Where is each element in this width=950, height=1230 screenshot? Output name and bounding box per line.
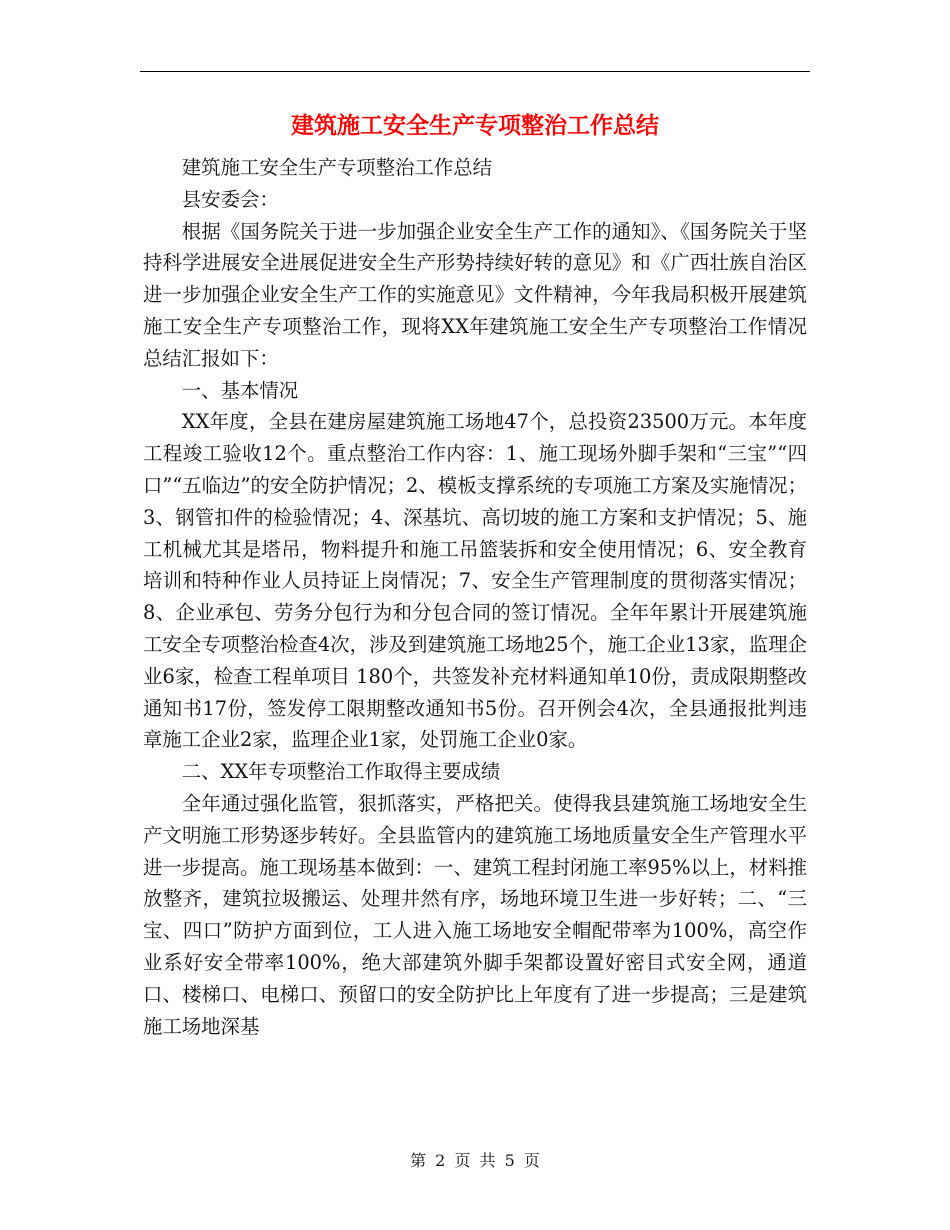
paragraph-intro: 根据《国务院关于进一步加强企业安全生产工作的通知》、《国务院关于坚持科学进展安全进展促进安全生产形势持续好转的意见》和《广西壮族自治区进一步加强企业安全生产工作的实施意见》文件精神，今年我局积极开展建筑施工安全生产专项整治工作，现将XX年建筑施工安全生产专项整治工作情况总结汇报如下： <box>143 219 807 370</box>
document-body <box>143 152 807 1042</box>
page-number-footer: 第 2 页 共 5 页 <box>410 1151 540 1170</box>
header-rule <box>140 71 810 72</box>
paragraph-basic-situation: XX年度，全县在建房屋建筑施工场地47个，总投资23500万元。本年度工程竣工验收12个。重点整治工作内容：1、施工现场外脚手架和“三宝”“四口”“五临边”的安全防护情况；2、模板支撑系统的专项施工方案及实施情况；3、钢管扣件的检验情况；4、深基坑、高切坡的施工方案和支护情况；5、施工机械尤其是塔吊，物料提升和施工吊篮装拆和安全使用情况；6、安全教育培训和特种作业人员持证上岗情况；7、安全生产管理制度的贯彻落实情况；8、企业承包、劳务分包行为和分包合同的签订情况。全年年累计开展建筑施工安全专项整治检查4次，涉及到建筑施工场地25个，施工企业13家，监理企业6家，检查工程单项目 180个，共签发补充材料通知单10份，责成限期整改通知书17份，签发停工限期整改通知书5份。召开例会4次，全县通报批判违章施工企业2家，监理企业1家，处罚施工企业0家。 <box>143 410 807 752</box>
paragraph-achievements: 全年通过强化监管，狠抓落实，严格把关。使得我县建筑施工场地安全生产文明施工形势逐步转好。全县监管内的建筑施工场地质量安全生产管理水平进一步提高。施工现场基本做到：一、建筑工程封闭施工率95%以上，材料推放整齐，建筑拉圾搬运、处理井然有序，场地环境卫生进一步好转；二、“三宝、四口”防护方面到位，工人进入施工场地安全帽配带率为100%，高空作业系好安全带率100%，绝大部建筑外脚手架都设置好密目式安全网，通道口、楼梯口、电梯口、预留口的安全防护比上年度有了进一步提高；三是建筑施工场地深基 <box>143 791 807 1038</box>
document-title: 建筑施工安全生产专项整治工作总结 <box>291 112 659 139</box>
section-heading-achievements: 二、XX年专项整治工作取得主要成绩 <box>181 760 501 784</box>
paragraph-addressee: 县安委会： <box>181 187 279 211</box>
section-heading-basic: 一、基本情况 <box>181 378 299 402</box>
paragraph-subtitle: 建筑施工安全生产专项整治工作总结 <box>181 156 493 179</box>
